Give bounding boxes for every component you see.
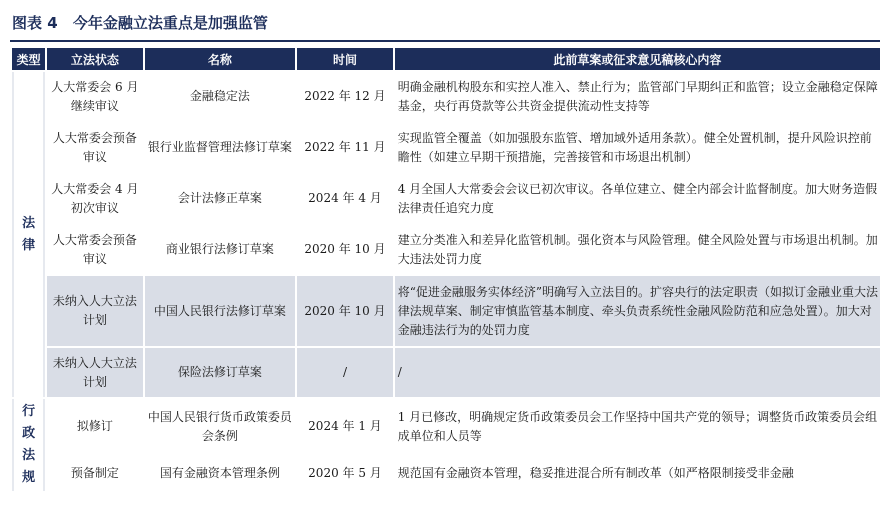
cell-name: 银行业监督管理法修订草案 <box>145 123 296 172</box>
table-row <box>12 348 880 397</box>
table-row <box>12 276 880 346</box>
table-row <box>12 174 880 223</box>
cell-status: 拟修订 <box>47 399 142 455</box>
title-divider <box>10 40 880 42</box>
cell-status: 未纳入人大立法计划 <box>47 276 142 346</box>
cell-name: 国有金融资本管理条例 <box>145 457 296 491</box>
cell-content: 4 月全国人大常委会会议已初次审议。各单位建立、健全内部会计监督制度。加大财务造假法律责任追究力度 <box>395 174 880 223</box>
cell-content: 1 月已修改，明确规定货币政策委员会工作坚持中国共产党的领导；调整货币政策委员会组成单位和人员等 <box>395 399 880 455</box>
table-header-row <box>12 48 880 70</box>
figure-title <box>12 11 268 35</box>
cell-status: 人大常委会预备审议 <box>47 225 142 274</box>
cell-time: 2022 年 11 月 <box>297 123 392 172</box>
cell-status: 人大常委会 4 月初次审议 <box>47 174 142 223</box>
cell-time: 2024 年 4 月 <box>297 174 392 223</box>
cell-time: 2020 年 5 月 <box>297 457 392 491</box>
header-content: 此前草案或征求意见稿核心内容 <box>395 48 880 70</box>
cell-time: / <box>297 348 392 397</box>
legislation-table <box>10 46 882 493</box>
table-row <box>12 225 880 274</box>
figure-title-text: 今年金融立法重点是加强监管 <box>72 14 268 32</box>
cell-name: 中国人民银行法修订草案 <box>145 276 296 346</box>
cell-name: 会计法修正草案 <box>145 174 296 223</box>
cell-content: 实现监管全覆盖（如加强股东监管、增加域外适用条款）。健全处置机制，提升风险识控前瞻性（如建立早期干预措施，完善接管和市场退出机制） <box>395 123 880 172</box>
cell-name: 商业银行法修订草案 <box>145 225 296 274</box>
figure-label: 图表 4 <box>12 14 58 32</box>
header-name: 名称 <box>145 48 296 70</box>
cell-content: 建立分类准入和差异化监管机制。强化资本与风险管理。健全风险处置与市场退出机制。加大违法处罚力度 <box>395 225 880 274</box>
table-row <box>12 399 880 455</box>
cell-name: 金融稳定法 <box>145 72 296 121</box>
table-row <box>12 123 880 172</box>
cell-time: 2020 年 10 月 <box>297 225 392 274</box>
table-row <box>12 457 880 491</box>
category-regulation: 行政法规 <box>12 399 45 491</box>
cell-content: 明确金融机构股东和实控人准入、禁止行为；监管部门早期纠正和监管；设立金融稳定保障基金，央行再贷款等公共资金提供流动性支持等 <box>395 72 880 121</box>
cell-time: 2022 年 12 月 <box>297 72 392 121</box>
header-status: 立法状态 <box>47 48 142 70</box>
cell-status: 人大常委会 6 月继续审议 <box>47 72 142 121</box>
cell-content: 将“促进金融服务实体经济”明确写入立法目的。扩容央行的法定职责（如拟订金融业重大法律法规草案、制定审慎监管基本制度、牵头负责系统性金融风险防范和应急处置）。加大对金融违法行为的处罚力度 <box>395 276 880 346</box>
header-time: 时间 <box>297 48 392 70</box>
header-type: 类型 <box>12 48 45 70</box>
table-row <box>12 72 880 121</box>
cell-status: 未纳入人大立法计划 <box>47 348 142 397</box>
cell-name: 中国人民银行货币政策委员会条例 <box>145 399 296 455</box>
cell-time: 2024 年 1 月 <box>297 399 392 455</box>
cell-content: 规范国有金融资本管理，稳妥推进混合所有制改革（如严格限制接受非金融 <box>395 457 880 491</box>
cell-name: 保险法修订草案 <box>145 348 296 397</box>
cell-content: / <box>395 348 880 397</box>
category-law: 法律 <box>12 72 45 397</box>
cell-time: 2020 年 10 月 <box>297 276 392 346</box>
cell-status: 预备制定 <box>47 457 142 491</box>
cell-status: 人大常委会预备审议 <box>47 123 142 172</box>
